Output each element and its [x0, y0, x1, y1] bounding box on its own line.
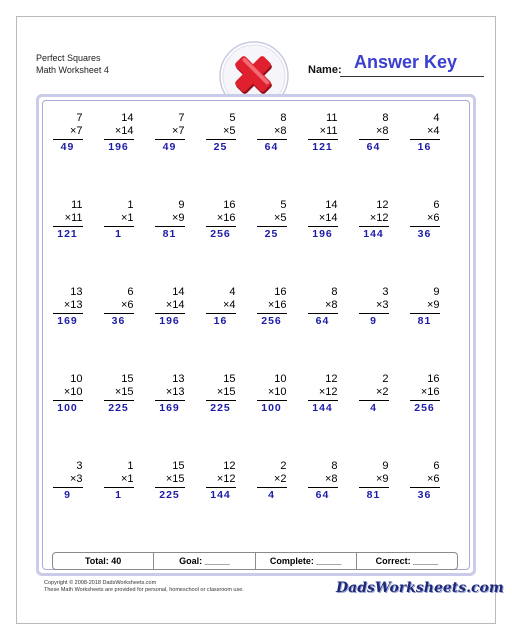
problem-stack: [104, 373, 134, 415]
problem-multiplier: ×16: [410, 386, 440, 401]
problem-top-number: 10: [274, 373, 287, 385]
problem-multiplier: ×1: [104, 212, 134, 227]
problem-stack: [308, 373, 338, 415]
problem-answer: 4: [268, 489, 275, 501]
problem-top-number: 16: [274, 286, 287, 298]
problem-top-number: 12: [376, 199, 389, 211]
problem-top-number: 13: [70, 286, 83, 298]
problem-item: [246, 199, 297, 286]
problem-top-number: 5: [229, 112, 236, 124]
problem-multiplier: ×3: [53, 473, 83, 488]
problem-top-number: 11: [71, 199, 83, 211]
problem-stack: [155, 286, 185, 328]
problem-item: [297, 286, 348, 373]
problem-item: [348, 112, 399, 199]
problem-stack: [53, 286, 83, 328]
copyright-line-1: Copyright © 2008-2018 DadsWorksheets.com: [44, 580, 157, 586]
problem-stack: [410, 286, 440, 328]
problem-multiplier: ×11: [53, 212, 83, 227]
problem-multiplier: ×2: [359, 386, 389, 401]
problem-multiplier: ×16: [206, 212, 236, 227]
problem-multiplier: ×13: [155, 386, 185, 401]
problem-multiplier: ×12: [206, 473, 236, 488]
problem-stack: [257, 460, 287, 502]
problem-answer: 256: [210, 228, 231, 240]
correct-cell: Correct: _____: [375, 556, 439, 566]
problem-answer: 16: [417, 141, 432, 153]
problem-top-number: 13: [172, 373, 185, 385]
problem-stack: [410, 112, 440, 154]
problem-answer: 196: [312, 228, 333, 240]
problem-stack: [308, 112, 338, 154]
problem-answer: 1: [115, 228, 122, 240]
problem-top-number: 7: [178, 112, 185, 124]
problem-multiplier: ×13: [53, 299, 83, 314]
copyright-line-2: These Math Worksheets are provided for personal, homeschool or classroom use.: [44, 587, 244, 593]
problem-multiplier: ×8: [308, 299, 338, 314]
problem-top-number: 12: [325, 373, 338, 385]
problem-multiplier: ×10: [257, 386, 287, 401]
problem-answer: 16: [213, 315, 228, 327]
problem-top-number: 16: [427, 373, 440, 385]
problem-item: [399, 199, 450, 286]
problem-multiplier: ×9: [359, 473, 389, 488]
worksheet-title: [36, 52, 109, 76]
problem-multiplier: ×5: [206, 125, 236, 140]
problem-top-number: 15: [121, 373, 134, 385]
problem-stack: [359, 286, 389, 328]
problem-item: [246, 112, 297, 199]
problem-top-number: 14: [325, 199, 338, 211]
problem-answer: 121: [312, 141, 333, 153]
problem-answer: 225: [159, 489, 180, 501]
score-bar: [52, 552, 458, 570]
problem-multiplier: ×7: [155, 125, 185, 140]
problem-item: [144, 112, 195, 199]
problem-stack: [155, 112, 185, 154]
problem-multiplier: ×8: [359, 125, 389, 140]
problem-top-number: 8: [382, 112, 389, 124]
problem-answer: 36: [417, 228, 432, 240]
problem-item: [42, 373, 93, 460]
problem-item: [399, 460, 450, 547]
problem-stack: [104, 199, 134, 241]
problem-answer: 225: [108, 402, 129, 414]
problem-answer: 196: [108, 141, 129, 153]
problem-item: [297, 112, 348, 199]
problem-answer: 169: [159, 402, 180, 414]
problem-item: [195, 112, 246, 199]
problem-top-number: 5: [280, 199, 287, 211]
problem-multiplier: ×9: [410, 299, 440, 314]
problem-answer: 100: [261, 402, 282, 414]
problem-multiplier: ×16: [257, 299, 287, 314]
problem-item: [144, 286, 195, 373]
problem-answer: 256: [261, 315, 282, 327]
problem-top-number: 7: [76, 112, 83, 124]
problem-stack: [359, 112, 389, 154]
problem-top-number: 15: [223, 373, 236, 385]
problem-item: [195, 199, 246, 286]
problem-multiplier: ×15: [155, 473, 185, 488]
problem-multiplier: ×6: [104, 299, 134, 314]
problem-multiplier: ×15: [206, 386, 236, 401]
problem-multiplier: ×14: [104, 125, 134, 140]
problem-item: [93, 460, 144, 547]
problem-top-number: 12: [223, 460, 236, 472]
problem-item: [399, 112, 450, 199]
problem-answer: 9: [64, 489, 71, 501]
problem-multiplier: ×1: [104, 473, 134, 488]
problem-multiplier: ×6: [410, 473, 440, 488]
problem-item: [93, 373, 144, 460]
problem-answer: 225: [210, 402, 231, 414]
problem-multiplier: ×14: [155, 299, 185, 314]
problem-answer: 81: [366, 489, 381, 501]
problem-stack: [257, 373, 287, 415]
problem-top-number: 3: [382, 286, 389, 298]
problem-answer: 25: [264, 228, 279, 240]
brand-logo: DadsWorksheets.com: [336, 580, 504, 596]
problem-item: [399, 286, 450, 373]
problem-stack: [359, 199, 389, 241]
problem-top-number: 4: [229, 286, 236, 298]
answer-key-label: Answer Key: [354, 52, 458, 72]
problem-item: [93, 199, 144, 286]
problem-multiplier: ×15: [104, 386, 134, 401]
problem-multiplier: ×10: [53, 386, 83, 401]
problem-multiplier: ×11: [308, 125, 338, 140]
problem-multiplier: ×4: [206, 299, 236, 314]
problem-stack: [206, 199, 236, 241]
problem-answer: 256: [414, 402, 435, 414]
problem-stack: [410, 460, 440, 502]
problem-stack: [53, 460, 83, 502]
problem-answer: 1: [115, 489, 122, 501]
name-field: [308, 52, 488, 80]
problem-answer: 144: [210, 489, 231, 501]
problem-top-number: 4: [433, 112, 440, 124]
problem-stack: [257, 112, 287, 154]
problem-item: [246, 460, 297, 547]
name-label: Name:: [308, 64, 342, 76]
problem-item: [93, 286, 144, 373]
problem-item: [144, 199, 195, 286]
name-underline: [340, 76, 484, 77]
problem-stack: [206, 286, 236, 328]
problem-multiplier: ×12: [359, 212, 389, 227]
problem-item: [42, 460, 93, 547]
problem-multiplier: ×9: [155, 212, 185, 227]
problem-stack: [53, 199, 83, 241]
problem-top-number: 11: [326, 112, 338, 124]
problem-stack: [410, 373, 440, 415]
problem-top-number: 10: [70, 373, 83, 385]
problem-multiplier: ×3: [359, 299, 389, 314]
problem-multiplier: ×5: [257, 212, 287, 227]
total-cell: Total: 40: [53, 553, 154, 569]
problem-answer: 121: [57, 228, 78, 240]
problem-item: [348, 286, 399, 373]
problem-answer: 36: [417, 489, 432, 501]
problem-answer: 144: [363, 228, 384, 240]
problem-item: [42, 286, 93, 373]
problem-stack: [308, 199, 338, 241]
problem-item: [297, 373, 348, 460]
problem-stack: [53, 112, 83, 154]
problem-stack: [410, 199, 440, 241]
problem-multiplier: ×4: [410, 125, 440, 140]
problem-stack: [257, 286, 287, 328]
problem-multiplier: ×7: [53, 125, 83, 140]
problem-top-number: 9: [433, 286, 440, 298]
problem-item: [195, 460, 246, 547]
problem-top-number: 15: [172, 460, 185, 472]
problem-stack: [308, 460, 338, 502]
problem-answer: 64: [315, 489, 330, 501]
problem-top-number: 8: [331, 286, 338, 298]
problem-multiplier: ×12: [308, 386, 338, 401]
problem-answer: 81: [417, 315, 432, 327]
problem-top-number: 14: [121, 112, 134, 124]
problem-item: [348, 199, 399, 286]
problem-item: [348, 460, 399, 547]
problem-grid: [42, 112, 474, 530]
problem-stack: [359, 460, 389, 502]
problem-stack: [155, 199, 185, 241]
problem-answer: 36: [111, 315, 126, 327]
problem-top-number: 6: [433, 460, 440, 472]
problem-top-number: 3: [76, 460, 83, 472]
problem-top-number: 2: [280, 460, 287, 472]
problem-top-number: 9: [178, 199, 185, 211]
problem-answer: 4: [370, 402, 377, 414]
problem-answer: 49: [162, 141, 177, 153]
problem-item: [42, 112, 93, 199]
problem-top-number: 8: [331, 460, 338, 472]
problem-item: [93, 112, 144, 199]
problem-item: [42, 199, 93, 286]
problem-top-number: 14: [172, 286, 185, 298]
problem-multiplier: ×8: [257, 125, 287, 140]
problem-answer: 9: [370, 315, 377, 327]
problem-answer: 169: [57, 315, 78, 327]
problem-stack: [53, 373, 83, 415]
problem-stack: [206, 460, 236, 502]
problem-answer: 81: [162, 228, 177, 240]
problem-multiplier: ×8: [308, 473, 338, 488]
problem-top-number: 9: [382, 460, 389, 472]
problem-item: [246, 286, 297, 373]
problem-item: [399, 373, 450, 460]
title-line-2: Math Worksheet 4: [36, 65, 109, 75]
problem-stack: [155, 373, 185, 415]
problem-answer: 144: [312, 402, 333, 414]
problem-stack: [155, 460, 185, 502]
problem-top-number: 16: [223, 199, 236, 211]
problem-answer: 25: [213, 141, 228, 153]
problem-stack: [308, 286, 338, 328]
copyright-notice: [44, 580, 244, 594]
problem-item: [297, 460, 348, 547]
problem-top-number: 6: [433, 199, 440, 211]
problem-answer: 64: [315, 315, 330, 327]
problem-stack: [104, 286, 134, 328]
goal-cell: Goal: _____: [154, 553, 255, 569]
problem-multiplier: ×6: [410, 212, 440, 227]
problem-top-number: 8: [280, 112, 287, 124]
problem-top-number: 2: [382, 373, 389, 385]
problem-multiplier: ×14: [308, 212, 338, 227]
problem-item: [144, 460, 195, 547]
problem-top-number: 6: [127, 286, 134, 298]
problem-stack: [359, 373, 389, 415]
problem-stack: [104, 112, 134, 154]
problem-item: [144, 373, 195, 460]
problem-stack: [257, 199, 287, 241]
problem-top-number: 1: [127, 460, 134, 472]
problem-stack: [206, 112, 236, 154]
problem-item: [195, 373, 246, 460]
problem-item: [195, 286, 246, 373]
problem-stack: [206, 373, 236, 415]
problem-top-number: 1: [127, 199, 134, 211]
problem-answer: 49: [60, 141, 75, 153]
problem-item: [246, 373, 297, 460]
problem-item: [348, 373, 399, 460]
problem-stack: [104, 460, 134, 502]
title-line-1: Perfect Squares: [36, 53, 101, 63]
problem-answer: 196: [159, 315, 180, 327]
problem-multiplier: ×2: [257, 473, 287, 488]
complete-cell: Complete: _____: [256, 553, 357, 569]
problem-answer: 100: [57, 402, 78, 414]
problem-answer: 64: [366, 141, 381, 153]
problem-answer: 64: [264, 141, 279, 153]
problem-item: [297, 199, 348, 286]
